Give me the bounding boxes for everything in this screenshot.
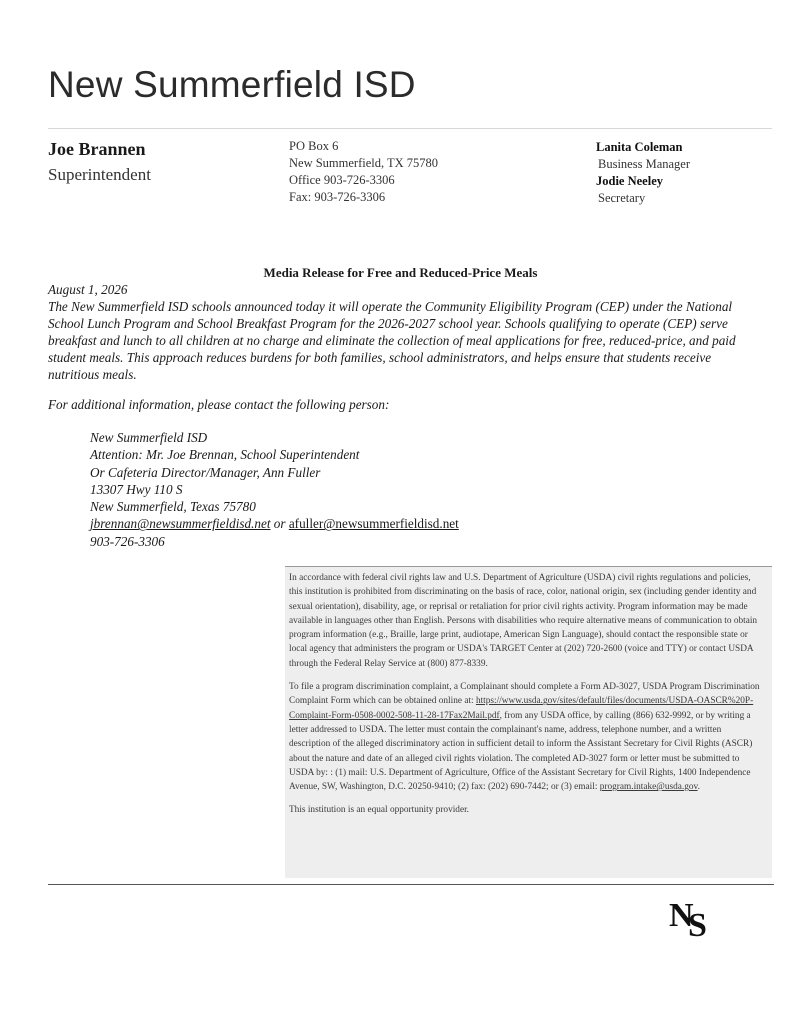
address-line: New Summerfield, TX 75780 bbox=[289, 156, 439, 170]
superintendent-name: Joe Brannen bbox=[48, 139, 146, 159]
email-link-superintendent[interactable]: jbrennan@newsummerfieldisd.net bbox=[90, 516, 271, 532]
release-heading: Media Release for Free and Reduced-Price Meals bbox=[263, 265, 538, 280]
staff-name: Jodie Neeley bbox=[596, 174, 663, 188]
superintendent-title: Superintendent bbox=[48, 165, 151, 184]
complaint-paragraph bbox=[289, 680, 762, 794]
page-title: New Summerfield ISD bbox=[48, 64, 416, 105]
logo-letter-s: S bbox=[688, 907, 707, 944]
district-logo bbox=[669, 897, 719, 949]
release-date: August 1, 2026 bbox=[48, 282, 128, 297]
complaint-form-link[interactable]: https://www.usda.gov/sites/default/files/documents/USDA-OASCR%20P-Complaint-Form-0508-0002-508-11-28-17Fax2Mail.pdf bbox=[289, 696, 754, 721]
equal-opportunity-statement: This institution is an equal opportunity provider. bbox=[289, 805, 469, 816]
logo-letter-n: N bbox=[669, 897, 694, 934]
civil-rights-notice bbox=[285, 566, 772, 878]
contact-line: Attention: Mr. Joe Brennan, School Superintendent bbox=[90, 447, 360, 463]
contact-block bbox=[90, 429, 459, 550]
complaint-text: To file a program discrimination complaint, a Complainant should complete a Form AD-3027, USDA Program Discrimination Complaint Form which can be obtained online at: bbox=[289, 682, 760, 707]
email-link-cafeteria[interactable]: afuller@newsummerfieldisd.net bbox=[288, 516, 459, 532]
address-line: PO Box 6 bbox=[289, 139, 339, 153]
complaint-text: , from any USDA office, by calling (866) 632-9992, or by writing a letter addressed to USDA. The letter must contain the complainant's name, address, telephone number, and a written description of the alleged discriminatory action in sufficient detail to inform the Assistant Secretary for Civil Rights (ASCR) about the nature and date of an alleged civil rights violation. The completed AD-3027 form or letter must be submitted to USDA by: : (1) mail: U.S. Department of Agriculture, Office of the Assistant Secretary for Civil Rights, 1400 Independence Avenue, SW, Washington, D.C. 20250-9410; (2) fax: (202) 690-7442; or (3) email: bbox=[289, 710, 753, 793]
contact-intro: For additional information, please contact the following person: bbox=[48, 397, 390, 412]
header-divider bbox=[48, 128, 772, 129]
complaint-text-end: . bbox=[697, 782, 700, 793]
contact-line: 13307 Hwy 110 S bbox=[90, 481, 183, 497]
contact-emails bbox=[90, 515, 459, 532]
staff-role: Secretary bbox=[598, 191, 646, 205]
release-body bbox=[48, 281, 748, 383]
release-paragraph: The New Summerfield ISD schools announced today it will operate the Community Eligibility Program (CEP) under the National School Lunch Program and School Breakfast Program for the 2026-2027 school year. Schools qualifying to operate (CEP) serve breakfast and lunch to all children at no charge and eliminate the collection of meal applications for free, reduced-price, and paid student meals. This approach reduces burdens for both families, school administrators, and helps ensure that students receive nutritious meals. bbox=[48, 299, 736, 382]
address-line: Fax: 903-726-3306 bbox=[289, 190, 386, 204]
contact-line: New Summerfield, Texas 75780 bbox=[90, 499, 256, 515]
address-line: Office 903-726-3306 bbox=[289, 173, 395, 187]
email-separator: or bbox=[273, 516, 286, 532]
footer-divider bbox=[48, 884, 774, 885]
usda-email-link[interactable]: program.intake@usda.gov bbox=[599, 782, 698, 793]
contact-line: Or Cafeteria Director/Manager, Ann Fuller bbox=[90, 464, 321, 480]
contact-phone: 903-726-3306 bbox=[90, 533, 165, 549]
contact-line: New Summerfield ISD bbox=[90, 430, 208, 445]
nondiscrimination-paragraph: In accordance with federal civil rights law and U.S. Department of Agriculture (USDA) civil rights regulations and policies, this institution is prohibited from discriminating on the basis of race, color, national origin, sex (including gender identity and sexual orientation), disability, age, or reprisal or retaliation for prior civil rights activity. Program information may be made available in languages other than English. Persons with disabilities who require alternative means of communication to obtain program information (e.g., Braille, large print, audiotape, American Sign Language), should contact the responsible state or local agency that administers the program or USDA's TARGET Center at (202) 720-2600 (voice and TTY) or contact USDA through the Federal Relay Service at (800) 877-8339. bbox=[289, 573, 758, 669]
district-address bbox=[289, 138, 438, 206]
staff-role: Business Manager bbox=[598, 157, 690, 171]
staff-name: Lanita Coleman bbox=[596, 140, 683, 154]
staff-contacts bbox=[596, 139, 690, 207]
